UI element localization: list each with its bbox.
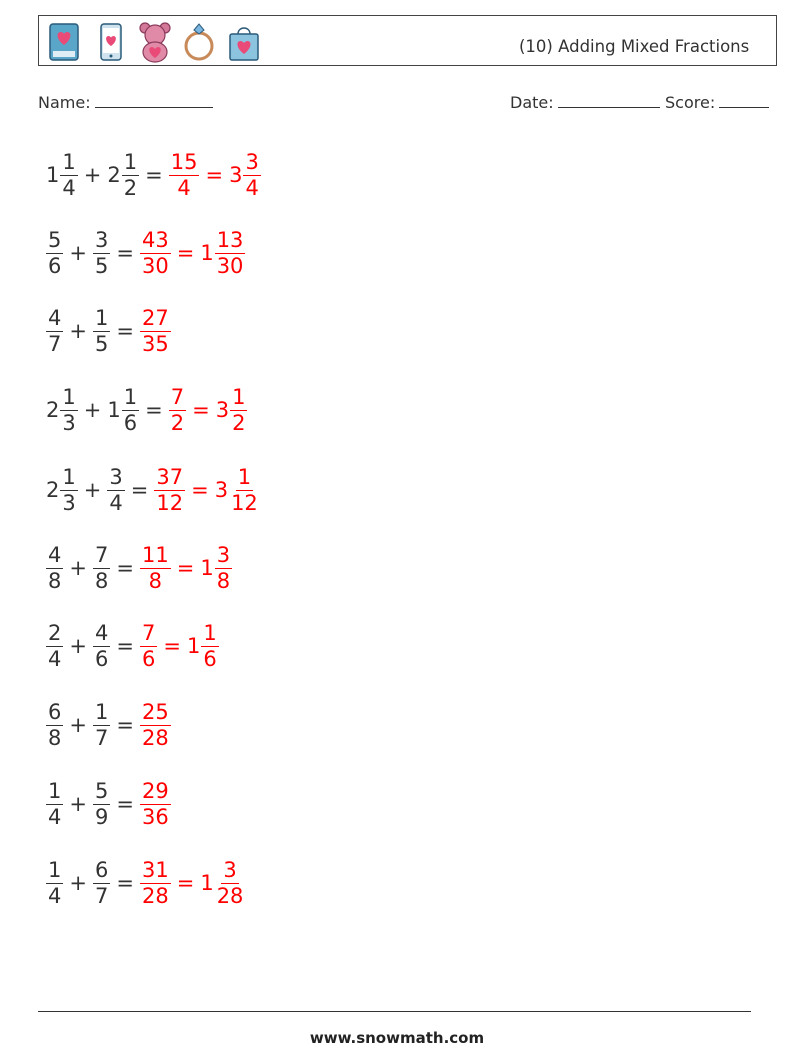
mixed-number: [46, 858, 63, 909]
equals-sign: =: [116, 634, 134, 658]
denominator: 4: [48, 804, 62, 829]
answer: [154, 465, 259, 516]
numerator: 11: [141, 542, 169, 567]
numerator: 1: [48, 857, 62, 882]
fraction: [60, 465, 77, 516]
denominator: 5: [94, 331, 109, 356]
numerator: 1: [62, 464, 76, 489]
mixed-number: [46, 465, 78, 516]
whole-part: 1: [107, 398, 121, 422]
denominator: 30: [141, 253, 169, 278]
numerator: 13: [216, 227, 244, 252]
numerator: 1: [94, 305, 109, 330]
denominator: 36: [141, 804, 169, 829]
mixed-number: [93, 621, 110, 672]
mixed-number: [46, 385, 78, 436]
denominator: 12: [231, 490, 258, 515]
plus-sign: +: [69, 634, 87, 658]
equals-sign: =: [176, 871, 195, 895]
equals-sign: =: [191, 478, 209, 502]
fraction: [140, 779, 171, 830]
mixed-number: [93, 858, 110, 909]
mixed-number: [46, 543, 63, 594]
name-label: Name:: [38, 93, 91, 112]
numerator: 5: [48, 227, 62, 252]
whole-part: 1: [200, 241, 214, 265]
numerator: 1: [62, 384, 76, 409]
footer-site: www.snowmath.com: [309, 1029, 485, 1047]
numerator: 3: [245, 149, 259, 174]
denominator: 8: [48, 725, 62, 750]
problem-row: [46, 225, 245, 281]
fraction: [46, 228, 63, 279]
whole-part: 1: [46, 163, 60, 187]
denominator: 2: [232, 410, 246, 435]
fraction: [46, 858, 63, 909]
mixed-number: [169, 385, 186, 436]
fraction: [140, 621, 157, 672]
plus-sign: +: [69, 319, 87, 343]
fraction: [215, 543, 232, 594]
numerator: 37: [156, 464, 184, 489]
answer: [140, 543, 232, 594]
mixed-number: [216, 385, 248, 436]
numerator: 25: [141, 699, 169, 724]
fraction: [93, 228, 110, 279]
numerator: 1: [237, 464, 252, 489]
problem-row: [46, 776, 171, 832]
worksheet-header: [38, 15, 777, 66]
whole-part: 3: [214, 478, 229, 502]
fraction: [229, 465, 260, 516]
fraction: [46, 779, 63, 830]
fraction: [140, 543, 171, 594]
worksheet-title: (10) Adding Mixed Fractions: [519, 37, 750, 56]
denominator: 5: [94, 253, 109, 278]
mixed-number: [200, 228, 245, 279]
whole-part: 3: [229, 163, 243, 187]
fraction: [46, 543, 63, 594]
whole-part: 3: [215, 398, 230, 422]
answer: [140, 700, 171, 751]
answer: [169, 150, 261, 201]
mixed-number: [140, 543, 171, 594]
denominator: 12: [156, 490, 184, 515]
mixed-number: [46, 150, 78, 201]
denominator: 7: [94, 725, 109, 750]
denominator: 2: [123, 175, 138, 200]
mixed-number: [107, 385, 139, 436]
score-label: Score:: [665, 93, 716, 112]
plus-sign: +: [69, 871, 87, 895]
numerator: 1: [62, 149, 76, 174]
fraction: [46, 700, 63, 751]
equals-sign: =: [205, 163, 224, 187]
problem-row: [46, 382, 247, 438]
mixed-number: [140, 779, 171, 830]
heart-shopping-bag-icon: [225, 21, 263, 63]
denominator: 3: [62, 410, 76, 435]
answer: [140, 228, 245, 279]
equals-sign: =: [163, 634, 181, 658]
denominator: 4: [177, 175, 191, 200]
fraction: [169, 150, 200, 201]
numerator: 1: [94, 699, 109, 724]
fraction: [93, 306, 110, 357]
mixed-number: [140, 858, 171, 909]
fraction: [122, 150, 139, 201]
name-field[interactable]: [38, 93, 213, 112]
fraction: [93, 543, 110, 594]
mixed-number: [169, 150, 200, 201]
numerator: 4: [94, 620, 109, 645]
numerator: 4: [48, 542, 62, 567]
mixed-number: [46, 228, 63, 279]
mixed-number: [215, 465, 260, 516]
numerator: 1: [123, 384, 138, 409]
plus-sign: +: [83, 398, 102, 422]
equals-sign: =: [176, 241, 195, 265]
whole-part: 2: [46, 478, 60, 502]
numerator: 3: [109, 464, 123, 489]
equals-sign: =: [145, 163, 163, 187]
numerator: 5: [94, 778, 109, 803]
denominator: 8: [48, 568, 62, 593]
numerator: 1: [203, 620, 217, 645]
plus-sign: +: [83, 163, 102, 187]
ring-icon: [180, 21, 218, 63]
equals-sign: =: [116, 241, 134, 265]
denominator: 4: [48, 646, 62, 671]
denominator: 4: [109, 490, 123, 515]
date-label: Date:: [510, 93, 554, 112]
answer: [140, 306, 171, 357]
denominator: 6: [94, 646, 109, 671]
denominator: 6: [123, 410, 138, 435]
mixed-number: [107, 150, 139, 201]
answer: [140, 779, 171, 830]
denominator: 28: [141, 883, 169, 908]
problem-row: [46, 697, 171, 753]
equals-sign: =: [116, 319, 134, 343]
numerator: 7: [141, 620, 156, 645]
problem-row: [46, 540, 232, 596]
fraction: [154, 465, 185, 516]
date-blank[interactable]: [558, 93, 660, 108]
mixed-number: [154, 465, 185, 516]
numerator: 3: [216, 542, 231, 567]
numerator: 29: [141, 778, 169, 803]
answer: [140, 858, 245, 909]
equals-sign: =: [192, 398, 210, 422]
footer-divider: [38, 1011, 751, 1012]
answer: [169, 385, 248, 436]
numerator: 7: [170, 384, 185, 409]
mixed-number: [187, 621, 219, 672]
mixed-number: [140, 621, 157, 672]
whole-part: 2: [107, 163, 121, 187]
numerator: 43: [141, 227, 169, 252]
numerator: 4: [48, 305, 62, 330]
denominator: 8: [216, 568, 231, 593]
numerator: 3: [223, 857, 237, 882]
mixed-number: [46, 779, 63, 830]
mixed-number: [200, 858, 245, 909]
equals-sign: =: [116, 792, 134, 816]
denominator: 6: [203, 646, 217, 671]
fraction: [215, 858, 246, 909]
equals-sign: =: [116, 871, 134, 895]
equals-sign: =: [176, 556, 195, 580]
denominator: 8: [94, 568, 109, 593]
numerator: 3: [94, 227, 109, 252]
fraction: [46, 621, 63, 672]
equals-sign: =: [130, 478, 149, 502]
plus-sign: +: [69, 792, 87, 816]
problem-row: [46, 462, 260, 518]
problem-row: [46, 147, 261, 203]
denominator: 35: [141, 331, 169, 356]
mixed-number: [93, 779, 110, 830]
heart-phone-icon: [92, 21, 130, 63]
fraction: [140, 306, 171, 357]
fraction: [122, 385, 139, 436]
numerator: 1: [232, 384, 246, 409]
denominator: 7: [48, 331, 62, 356]
numerator: 1: [123, 149, 138, 174]
fraction: [215, 228, 246, 279]
numerator: 31: [141, 857, 169, 882]
denominator: 30: [216, 253, 244, 278]
name-blank[interactable]: [95, 93, 213, 108]
score-field[interactable]: [665, 93, 769, 112]
whole-part: 1: [200, 556, 214, 580]
numerator: 1: [48, 778, 62, 803]
mixed-number: [93, 306, 110, 357]
denominator: 2: [170, 410, 185, 435]
mixed-number: [140, 228, 171, 279]
equals-sign: =: [116, 556, 134, 580]
answer: [140, 621, 219, 672]
mixed-number: [200, 543, 232, 594]
heart-book-icon: [46, 21, 84, 63]
fraction: [93, 621, 110, 672]
mixed-number: [93, 700, 110, 751]
mixed-number: [140, 700, 171, 751]
denominator: 7: [94, 883, 109, 908]
whole-part: 1: [200, 871, 214, 895]
mixed-number: [140, 306, 171, 357]
fraction: [46, 306, 63, 357]
fraction: [140, 228, 171, 279]
denominator: 28: [141, 725, 169, 750]
fraction: [60, 385, 77, 436]
whole-part: 1: [186, 634, 201, 658]
mixed-number: [46, 306, 63, 357]
teddy-bear-icon: [136, 21, 174, 63]
fraction: [93, 858, 110, 909]
problem-row: [46, 303, 171, 359]
problem-row: [46, 618, 219, 674]
numerator: 15: [170, 149, 198, 174]
denominator: 6: [48, 253, 62, 278]
date-field[interactable]: [510, 93, 660, 112]
denominator: 4: [62, 175, 76, 200]
mixed-number: [46, 700, 63, 751]
fraction: [93, 700, 110, 751]
mixed-number: [93, 543, 110, 594]
numerator: 27: [141, 305, 169, 330]
mixed-number: [229, 150, 261, 201]
mixed-number: [93, 228, 110, 279]
equals-sign: =: [145, 398, 163, 422]
numerator: 2: [48, 620, 62, 645]
denominator: 8: [148, 568, 163, 593]
fraction: [140, 700, 171, 751]
fraction: [201, 621, 218, 672]
denominator: 4: [245, 175, 259, 200]
numerator: 7: [94, 542, 109, 567]
fraction: [60, 150, 77, 201]
denominator: 28: [216, 883, 244, 908]
mixed-number: [46, 621, 63, 672]
fraction: [93, 779, 110, 830]
whole-part: 2: [46, 398, 60, 422]
plus-sign: +: [69, 556, 87, 580]
denominator: 6: [141, 646, 156, 671]
fraction: [230, 385, 247, 436]
equals-sign: =: [116, 713, 134, 737]
fraction: [243, 150, 260, 201]
mixed-number: [107, 465, 124, 516]
fraction: [140, 858, 171, 909]
numerator: 6: [94, 857, 109, 882]
denominator: 4: [48, 883, 62, 908]
denominator: 9: [94, 804, 109, 829]
plus-sign: +: [69, 713, 87, 737]
problem-row: [46, 855, 245, 911]
fraction: [169, 385, 186, 436]
denominator: 3: [62, 490, 76, 515]
numerator: 6: [48, 699, 62, 724]
plus-sign: +: [69, 241, 87, 265]
score-blank[interactable]: [719, 93, 769, 108]
plus-sign: +: [83, 478, 102, 502]
fraction: [107, 465, 124, 516]
